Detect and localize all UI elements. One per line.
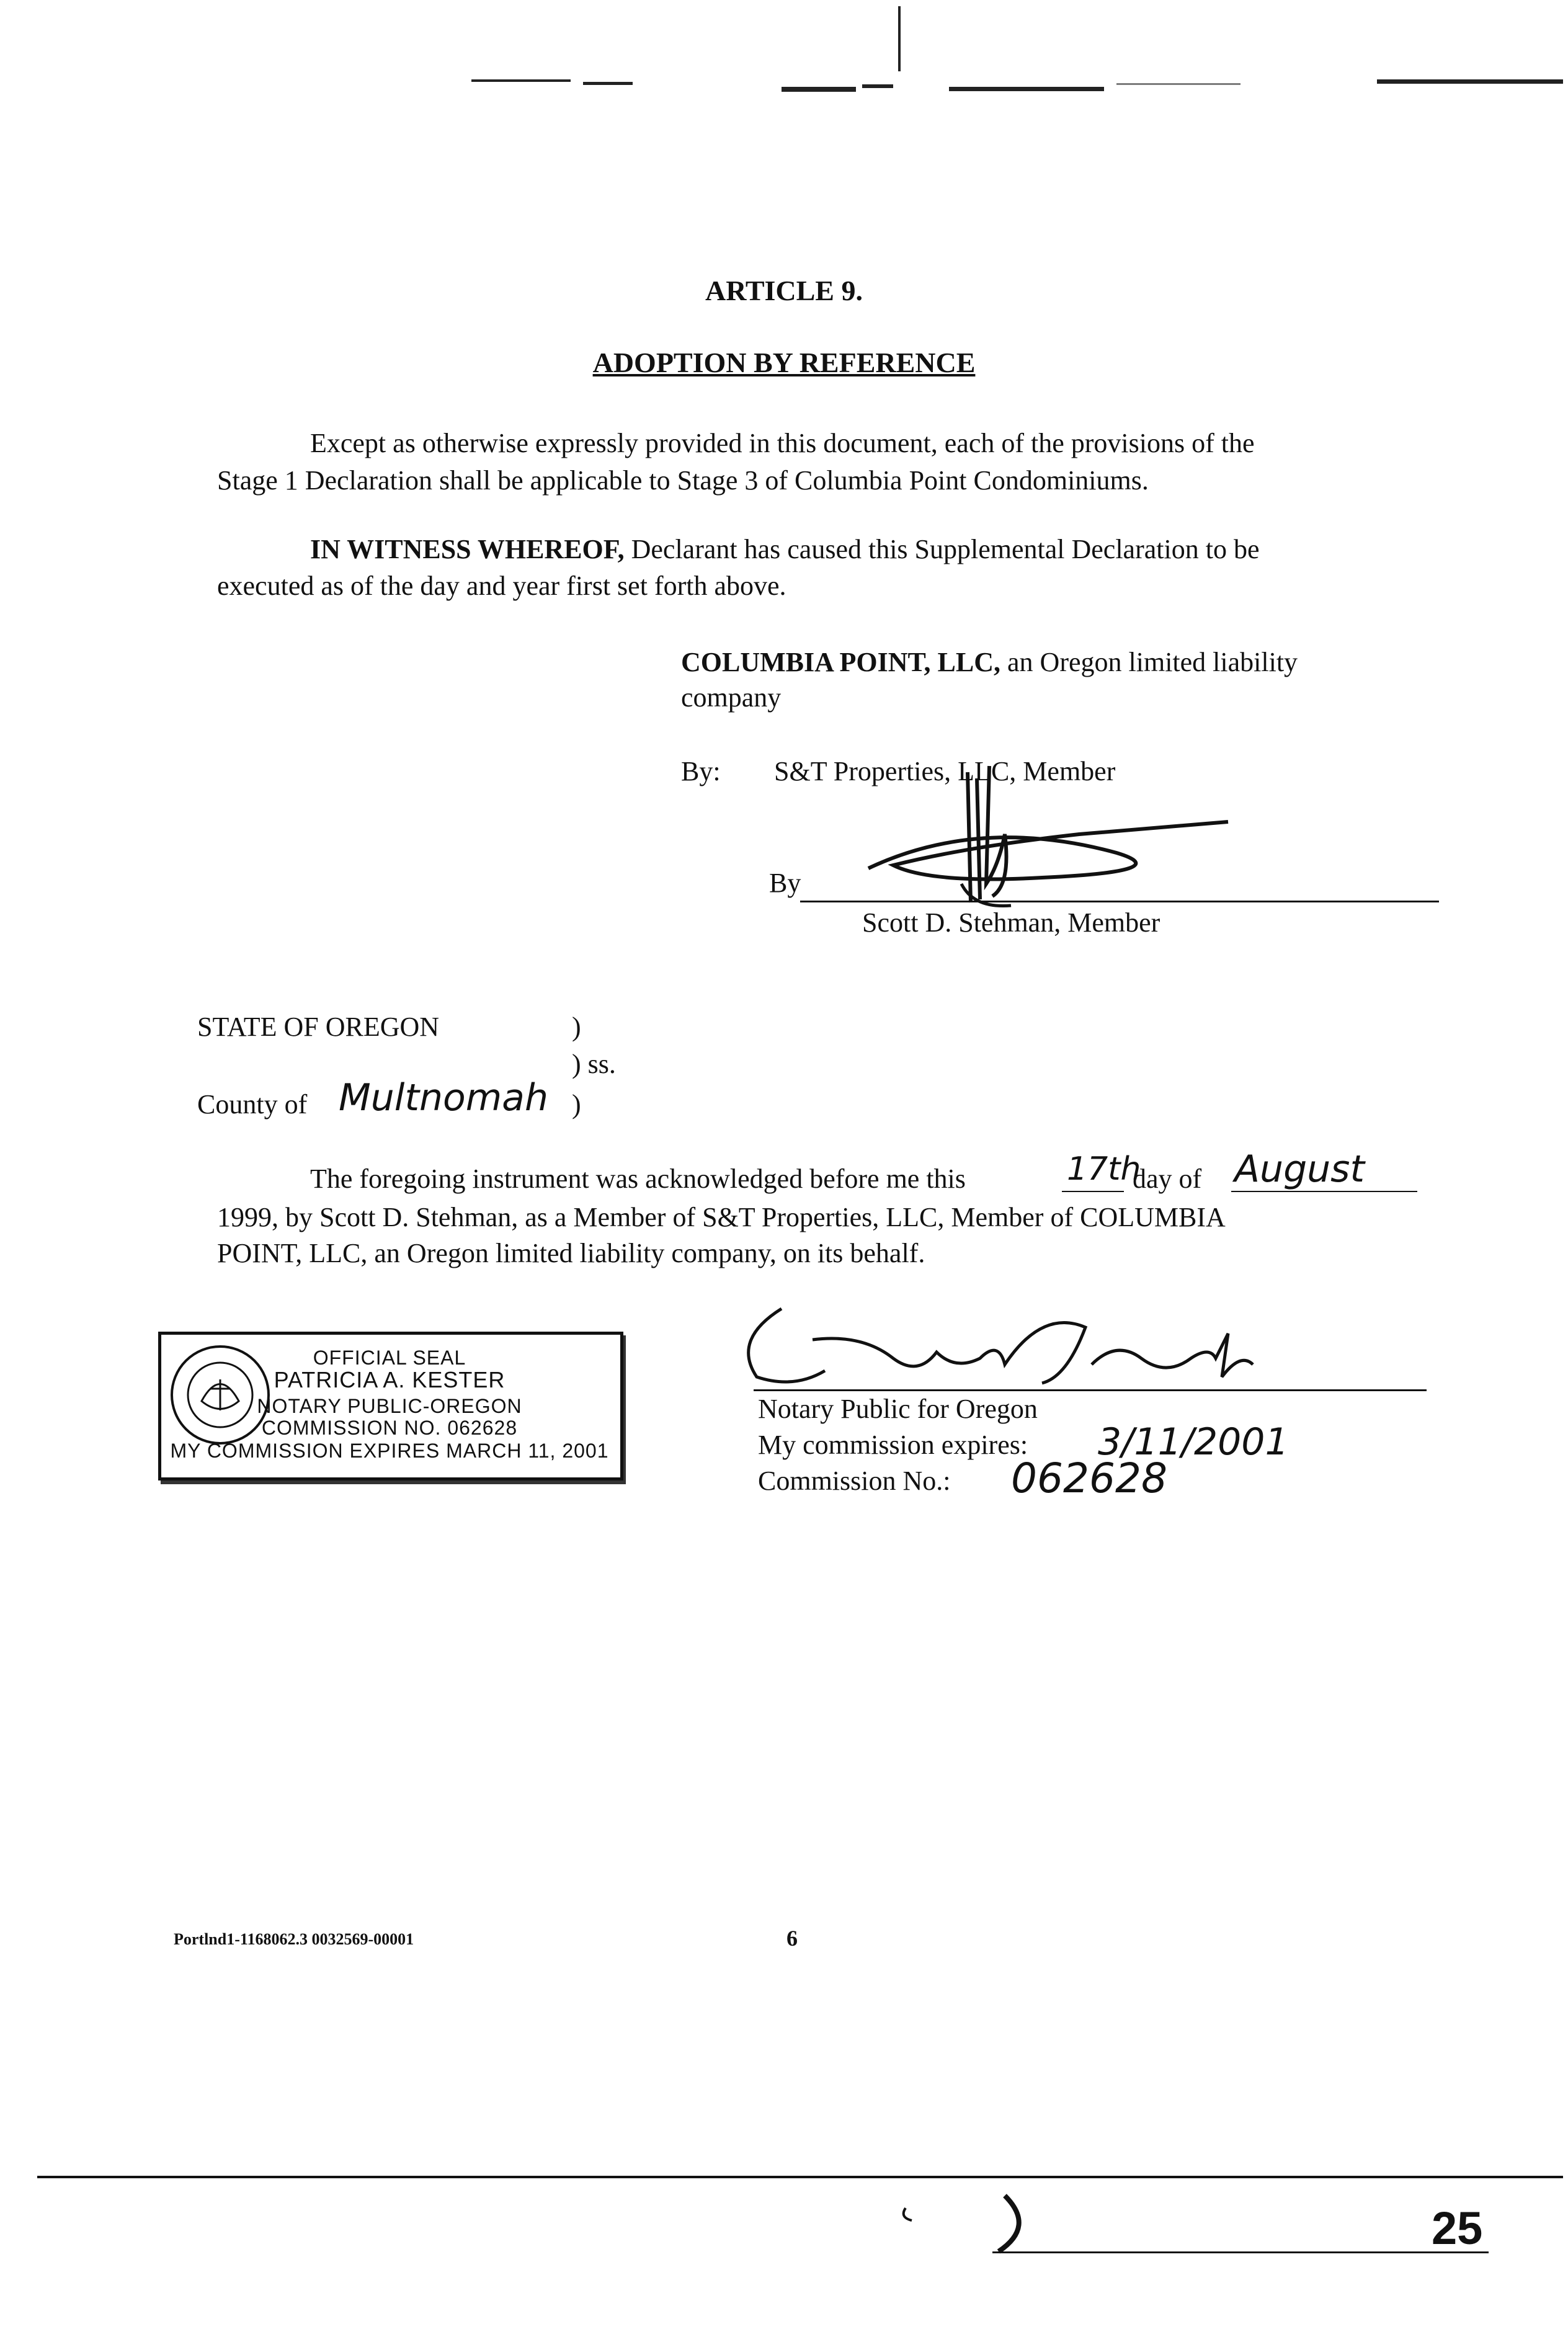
- witness-text: Declarant has caused this Supplemental Declaration to be: [624, 534, 1260, 564]
- county-handwritten: Multnomah: [339, 1076, 548, 1120]
- adoption-paragraph-line1: Except as otherwise expressly provided in this document, each of the provisions of the: [310, 428, 1255, 458]
- ack-line3-text: POINT, LLC, an Oregon limited liability company, on its behalf.: [217, 1238, 925, 1268]
- by-label: By:: [681, 756, 721, 786]
- ack-line1-b: day of: [1133, 1164, 1202, 1194]
- handwritten-signature-stehman: [856, 760, 1253, 915]
- commission-handwritten: 062628: [1011, 1454, 1167, 1502]
- company-line1: [681, 645, 1298, 680]
- seal-notary: NOTARY PUBLIC-OREGON: [257, 1395, 522, 1417]
- witness-paragraph-line1: [310, 532, 1259, 567]
- paren-3: ): [572, 1089, 581, 1120]
- section-title: ADOPTION BY REFERENCE: [592, 347, 976, 378]
- expires-label: My commission expires:: [758, 1430, 1028, 1460]
- by2-label: By: [769, 868, 801, 898]
- seal-title: OFFICIAL SEAL: [313, 1347, 466, 1369]
- company-name: COLUMBIA POINT, LLC,: [681, 647, 1001, 677]
- paren-1: ): [572, 1012, 581, 1042]
- month-line: [1231, 1191, 1417, 1192]
- ack-line3: [217, 1236, 925, 1271]
- ack-day-handwritten: 17th: [1067, 1151, 1141, 1188]
- ack-line2: 1999, by Scott D. Stehman, as a Member of S&T Properties, LLC, Member of COLUMBIA: [217, 1202, 1226, 1232]
- seal-expires: MY COMMISSION EXPIRES MARCH 11, 2001: [170, 1440, 609, 1462]
- ss-label: ) ss.: [572, 1049, 616, 1079]
- seal-name: PATRICIA A. KESTER: [274, 1367, 506, 1392]
- signer-name: Scott D. Stehman, Member: [862, 907, 1160, 938]
- expires-handwritten: 3/11/2001: [1098, 1420, 1289, 1464]
- bottom-border-line: [37, 2176, 1563, 2178]
- official-seal-stamp: [158, 1332, 623, 1480]
- by-entity: S&T Properties, LLC, Member: [774, 756, 1116, 786]
- handwritten-signature-notary: [719, 1290, 1290, 1402]
- ack-month-handwritten: August: [1234, 1147, 1365, 1191]
- footer-page-number: 6: [786, 1926, 798, 1951]
- bottom-stamp-line: [992, 2251, 1489, 2253]
- stamp-number: 25: [1432, 2202, 1483, 2254]
- county-label: County of: [197, 1089, 308, 1120]
- article-heading: ARTICLE 9.: [705, 275, 863, 306]
- company-line2: company: [681, 682, 782, 713]
- ack-line1-a: The foregoing instrument was acknowledged before me this: [310, 1164, 966, 1194]
- day-line: [1062, 1191, 1124, 1192]
- witness-paragraph-line2: executed as of the day and year first set forth above.: [217, 571, 786, 601]
- company-desc: an Oregon limited liability: [1000, 647, 1298, 677]
- notary-signature-line: [754, 1389, 1427, 1391]
- scan-mark-icon: [893, 2189, 1054, 2258]
- commission-label: Commission No.:: [758, 1466, 951, 1496]
- seal-commission: COMMISSION NO. 062628: [261, 1417, 518, 1439]
- witness-lead: IN WITNESS WHEREOF,: [310, 534, 625, 564]
- footer-doc-id: Portlnd1-1168062.3 0032569-00001: [174, 1930, 414, 1948]
- adoption-paragraph-line2: Stage 1 Declaration shall be applicable to Stage 3 of Columbia Point Condominiums.: [217, 465, 1149, 496]
- state-label: STATE OF OREGON: [197, 1012, 440, 1042]
- notary-public-label: Notary Public for Oregon: [758, 1394, 1038, 1424]
